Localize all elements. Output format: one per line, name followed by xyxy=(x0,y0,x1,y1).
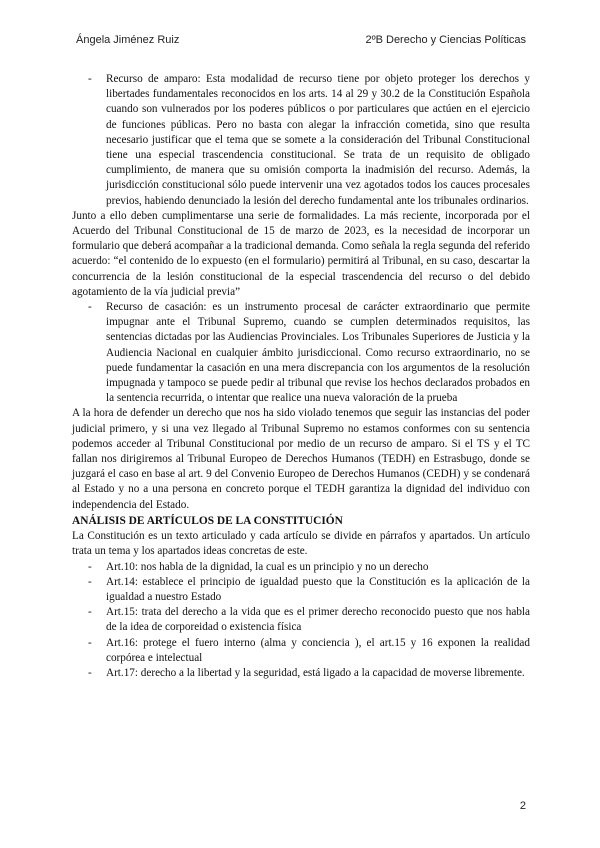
bullet-dash: - xyxy=(88,575,92,588)
list-item-text: Art.15: trata del derecho a la vida que es el primer derecho reconocido puesto que nos habla de la idea de corporeidad o existencia física xyxy=(106,606,530,634)
bullet-text: Recurso de amparo: Esta modalidad de recurso tiene por objeto proteger los derechos y libertades fundamentales reconocidos en los arts. 14 al 29 y 30.2 de la Constitución Española cuando son vulnerados por los poderes públicos o por particulares que actúen en el ejercicio de funciones públicas. Pero no basta con alegar la infracción cometida, sino que resulta necesario justificar que el tema que se somete a la consideración del Tribunal Constitucional tiene una especial trascendencia constitucional. Se trata de un requisito de obligado cumplimiento, de manera que su omisión comporta la inadmisión del recurso. Además, la jurisdicción constitucional sólo puede intervenir una vez agotados todos los cauces procesales previos, habiendo denunciado la lesión del derecho fundamental ante los tribunales ordinarios. xyxy=(106,73,530,207)
bullet-recurso-casacion xyxy=(72,300,530,406)
document-body xyxy=(72,72,530,681)
bullet-dash: - xyxy=(88,301,92,314)
bullet-text: Recurso de casación: es un instrumento procesal de carácter extraordinario que permite impugnar ante el Tribunal Supremo, cuando se cumplen determinados requisitos, las sentencias dictadas por las Audiencias Provinciales. Los Tribunales Superiores de Justicia y la Audiencia Nacional en cualquier ámbito jurisdiccional. Como recurso extraordinario, no se puede fundamentar la casación en una mera discrepancia con los argumentos de la resolución impugnada y tampoco se puede pedir al tribunal que revise los hechos declarados probados en la sentencia recurrida, o intentar que realice una nueva valoración de la prueba xyxy=(106,301,530,405)
bullet-dash: - xyxy=(88,636,92,649)
list-item-text: Art.10: nos habla de la dignidad, la cual es un principio y no un derecho xyxy=(106,560,429,573)
list-item xyxy=(72,575,530,605)
bullet-dash: - xyxy=(88,560,92,573)
paragraph-formalidades: Junto a ello deben cumplimentarse una serie de formalidades. La más reciente, incorporada por el Acuerdo del Tribunal Constitucional de 15 de marzo de 2023, es la necesidad de incorporar un formulario que deberá acompañar a la tradicional demanda. Como señala la regla segunda del referido acuerdo: “el contenido de lo expuesto (en el formulario) permitirá al Tribunal, en su caso, descartar la concurrencia de la lesión constitucional de la especial trascendencia del recurso o del debido agotamiento de la vía judicial previa” xyxy=(72,209,530,298)
bullet-recurso-amparo xyxy=(72,72,530,209)
paragraph-constitucion: La Constitución es un texto articulado y cada artículo se divide en párrafos y apartados. Un artículo trata un tema y los apartados ideas concretas de este. xyxy=(72,530,530,558)
bullet-dash: - xyxy=(88,73,92,85)
bullet-dash: - xyxy=(88,606,92,619)
list-item xyxy=(72,605,530,635)
paragraph-defender-derecho: A la hora de defender un derecho que nos ha sido violado tenemos que seguir las instancias del poder judicial primero, y si una vez llegado al Tribunal Supremo no estamos conformes con su sentencia podemos acceder al Tribunal Constitucional por medio de un recurso de amparo. Si el TS y el TC fallan nos dirigiremos al Tribunal Europeo de Derechos Humanos (TEDH) en Estrasbugo, donde se juzgará el caso en base al art. 9 del Convenio Europeo de Derechos Humanos (CEDH) y se condenará al Estado y no a una persona en concreto porque el TEDH garantiza la dignidad del individuo con independencia del Estado. xyxy=(72,407,530,511)
list-item xyxy=(72,636,530,666)
list-item xyxy=(72,666,530,681)
list-item-text: Art.16: protege el fuero interno (alma y conciencia ), el art.15 y 16 exponen la realidad corpórea e intelectual xyxy=(106,636,530,664)
articles-list xyxy=(72,560,530,682)
list-item xyxy=(72,560,530,575)
section-heading: ANÁLISIS DE ARTÍCULOS DE LA CONSTITUCIÓN xyxy=(72,514,343,527)
bullet-dash: - xyxy=(88,666,92,679)
page-number: 2 xyxy=(519,800,526,812)
header-author: Ángela Jiménez Ruiz xyxy=(76,34,180,46)
list-item-text: Art.14: establece el principio de igualdad puesto que la Constitución es la aplicación de la igualdad a nuestro Estado xyxy=(106,575,530,603)
header-course: 2ºB Derecho y Ciencias Políticas xyxy=(365,34,526,46)
list-item-text: Art.17: derecho a la libertad y la seguridad, está ligado a la capacidad de moverse libremente. xyxy=(106,666,525,679)
